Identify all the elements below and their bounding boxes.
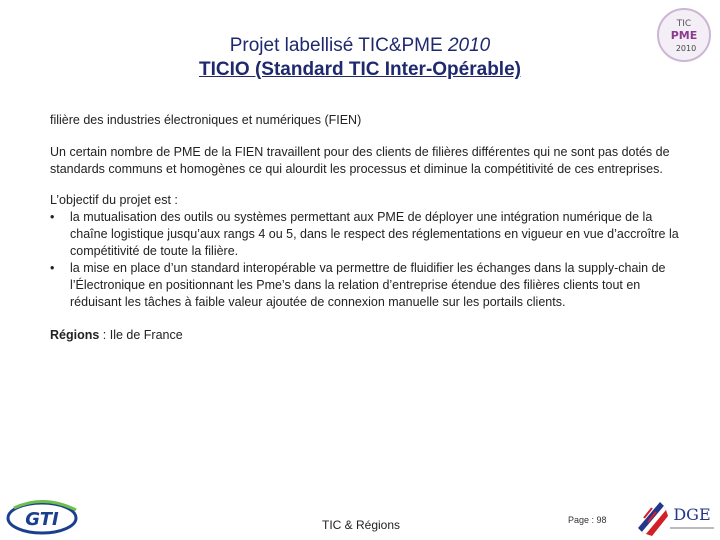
tic-logo-middle: PME (670, 29, 698, 42)
tic-logo-top: TIC (676, 19, 692, 29)
slide-title (0, 34, 720, 82)
title-line-1 (0, 34, 720, 58)
tic-logo-bottom: 2010 (675, 44, 697, 53)
regions-value: : Ile de France (99, 328, 183, 342)
gti-logo (4, 496, 84, 536)
slide-content (50, 112, 680, 344)
flag-stripes-icon (638, 502, 668, 536)
dge-logo-text: DGE (673, 505, 711, 524)
dge-logo (634, 494, 718, 538)
intro-paragraph: Un certain nombre de PME de la FIEN travaillent pour des clients de filières différentes qui ne sont pas dotés de standards communs et homogènes ce qui alourdit les processus et diminue la compétitivité de ces entreprises. (50, 145, 670, 176)
fien-heading: filière des industries électroniques et numériques (FIEN) (50, 113, 362, 127)
regions-line (50, 327, 680, 344)
bullet-text: la mutualisation des outils ou systèmes permettant aux PME de déployer une intégration numérique de la chaîne logistique jusqu’aux rangs 4 ou 5, dans le respect des réglementations en vigueur en vue d’accroître la compétitivité de toute la filière. (70, 210, 679, 258)
objective-label: L’objectif du projet est : (50, 193, 178, 207)
bullet-icon: • (50, 210, 55, 224)
title-year: 2010 (447, 35, 491, 56)
bullet-text: la mise en place d’un standard interopérable va permettre de fluidifier les échanges dans la supply-chain de l’Électronique en positionnant les Pme’s dans la relation d’entreprise étendue des filières clients tout en réduisant les tâches à faible valeur ajoutée de connexion manuelle sur les portails clients. (70, 261, 666, 309)
list-item (50, 209, 680, 260)
page-number: Page : 98 (568, 515, 607, 525)
regions-label: Régions (50, 328, 100, 342)
title-prefix: Projet labellisé TIC&PME (229, 35, 448, 56)
list-item (50, 260, 680, 311)
gti-logo-text: GTI (25, 509, 59, 530)
footer-center-text: TIC & Régions (322, 518, 401, 532)
objective-list (50, 209, 680, 311)
tic-pme-2010-logo (654, 6, 714, 64)
title-line-2: TICIO (Standard TIC Inter-Opérable) (199, 59, 521, 80)
bullet-icon: • (50, 261, 55, 275)
